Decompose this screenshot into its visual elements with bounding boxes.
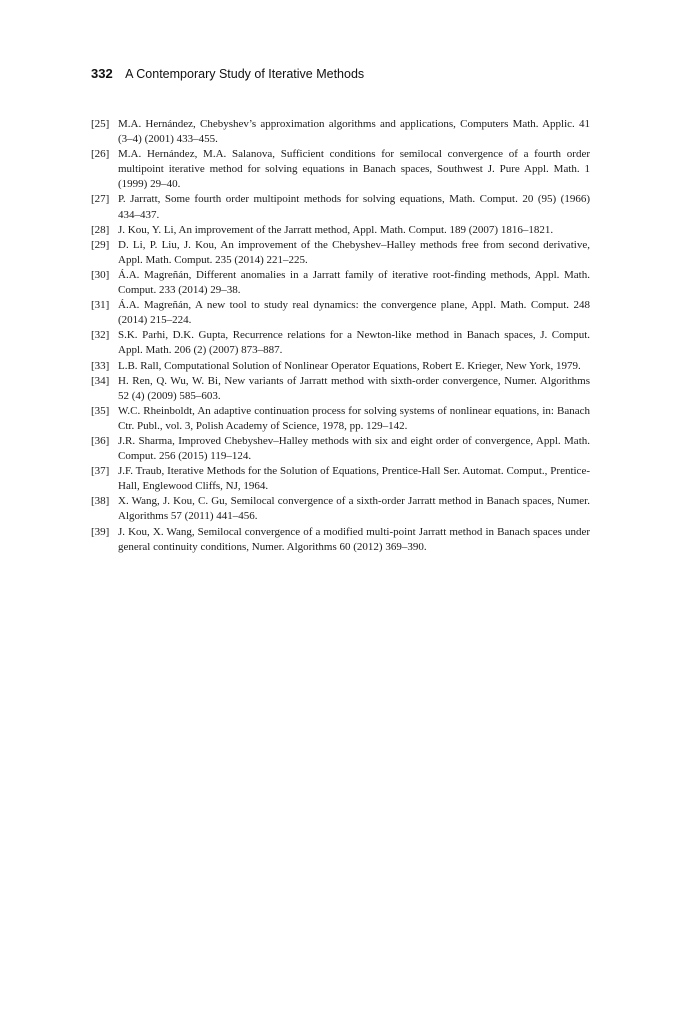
reference-item	[91, 434, 590, 464]
running-title: A Contemporary Study of Iterative Methods	[125, 67, 365, 81]
reference-number: [36]	[91, 434, 110, 447]
reference-text: M.A. Hernández, Chebyshev’s approximation algorithms and applications, Computers Math. Applic. 41 (3–4) (2001) 433–455.	[118, 118, 590, 146]
reference-number: [28]	[91, 223, 110, 236]
page-number: 332	[91, 66, 113, 81]
reference-number: [30]	[91, 268, 110, 281]
reference-number: [26]	[91, 148, 110, 161]
reference-text: S.K. Parhi, D.K. Gupta, Recurrence relations for a Newton-like method in Banach spaces, J. Comput. Appl. Math. 206 (2) (2007) 873–887.	[118, 329, 590, 357]
running-header	[91, 65, 364, 83]
reference-item	[91, 223, 590, 238]
reference-number: [35]	[91, 404, 110, 417]
reference-number: [27]	[91, 193, 110, 206]
reference-text: Á.A. Magreñán, Different anomalies in a Jarratt family of iterative root-finding methods, Appl. Math. Comput. 233 (2014) 29–38.	[118, 268, 590, 297]
reference-text: P. Jarratt, Some fourth order multipoint methods for solving equations, Math. Comput. 20 (95) (1966) 434–437.	[118, 193, 590, 221]
reference-number: [38]	[91, 495, 110, 508]
reference-text: L.B. Rall, Computational Solution of Nonlinear Operator Equations, Robert E. Krieger, New York, 1979.	[118, 359, 581, 372]
reference-number: [37]	[91, 465, 110, 478]
reference-item	[91, 117, 590, 147]
reference-text: H. Ren, Q. Wu, W. Bi, New variants of Jarratt method with sixth-order convergence, Numer. Algorithms 52 (4) (2009) 585–603.	[118, 374, 590, 402]
reference-number: [39]	[91, 525, 110, 538]
reference-item	[91, 268, 590, 298]
reference-text: J. Kou, X. Wang, Semilocal convergence of a modified multi-point Jarratt method in Banach spaces under general continuity conditions, Numer. Algorithms 60 (2012) 369–390.	[118, 525, 590, 553]
reference-number: [33]	[91, 359, 110, 372]
reference-item	[91, 192, 590, 222]
reference-item	[91, 298, 590, 328]
reference-text: X. Wang, J. Kou, C. Gu, Semilocal convergence of a sixth-order Jarratt method in Banach spaces, Numer. Algorithms 57 (2011) 441–456.	[118, 495, 590, 523]
reference-number: [29]	[91, 238, 110, 251]
reference-number: [34]	[91, 374, 110, 387]
reference-text: M.A. Hernández, M.A. Salanova, Sufficient conditions for semilocal convergence of a fourth order multipoint iterative method for solving equations in Banach spaces, Southwest J. Pure Appl. Math. 1 (1999) 29–40.	[118, 148, 590, 191]
reference-item	[91, 464, 590, 494]
reference-text: D. Li, P. Liu, J. Kou, An improvement of the Chebyshev–Halley methods free from second derivative, Appl. Math. Comput. 235 (2014) 221–225.	[118, 238, 590, 266]
reference-item	[91, 494, 590, 524]
reference-list	[91, 117, 590, 555]
reference-text: J.R. Sharma, Improved Chebyshev–Halley methods with six and eight order of convergence, Appl. Math. Comput. 256 (2015) 119–124.	[118, 434, 590, 463]
reference-item	[91, 374, 590, 404]
reference-text: W.C. Rheinboldt, An adaptive continuation process for solving systems of nonlinear equations, in: Banach Ctr. Publ., vol. 3, Polish Academy of Science, 1978, pp. 129–142.	[118, 404, 590, 432]
reference-text: J.F. Traub, Iterative Methods for the Solution of Equations, Prentice-Hall Ser. Automat. Comput., Prentice-Hall, Englewood Cliffs, NJ, 1964.	[118, 465, 590, 493]
reference-number: [32]	[91, 329, 110, 342]
reference-text: Á.A. Magreñán, A new tool to study real dynamics: the convergence plane, Appl. Math. Comput. 248 (2014) 215–224.	[118, 299, 590, 327]
reference-number: [31]	[91, 299, 110, 312]
reference-number: [25]	[91, 118, 110, 130]
reference-text: J. Kou, Y. Li, An improvement of the Jarratt method, Appl. Math. Comput. 189 (2007) 1816–1821.	[118, 223, 554, 236]
reference-item	[91, 147, 590, 192]
reference-item	[91, 359, 590, 374]
reference-item	[91, 525, 590, 555]
reference-item	[91, 328, 590, 358]
reference-item	[91, 404, 590, 434]
reference-item	[91, 238, 590, 268]
